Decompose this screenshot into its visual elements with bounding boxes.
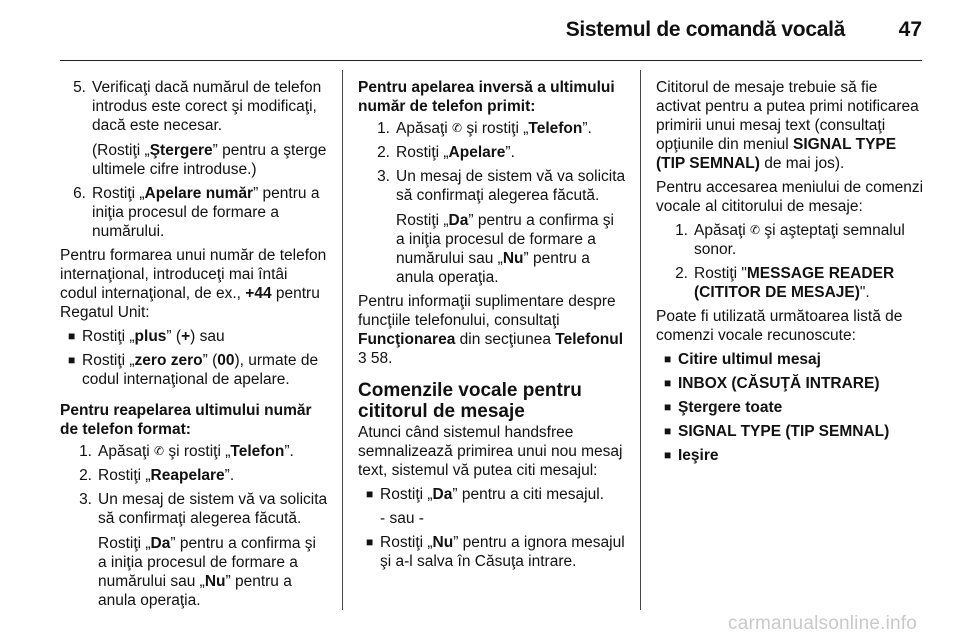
list-item: ■ Rostiţi „Da” pentru a citi mesajul. [358, 485, 626, 504]
callback-heading: Pentru apelarea inversă a ultimului număr de telefon primit: [358, 79, 615, 115]
bullet-icon: ■ [664, 448, 672, 462]
page-number: 47 [898, 18, 922, 41]
page-header [0, 0, 960, 62]
step-number: 5. [73, 79, 86, 96]
redial-step-2: 2. Rostiţi „Reapelare”. [60, 466, 328, 485]
step-number: 1. [377, 120, 390, 137]
page-ref-icon: 3 [358, 350, 367, 367]
column-1 [60, 78, 328, 615]
command-label: Citire ultimul mesaj [678, 351, 821, 368]
callback-step-3: 3. Un mesaj de sistem vă va solicita să confirmaţi alegerea făcută. Rostiţi „Da” pentru a confirma şi a iniţia procesul de formare a numărului sau „Nu” pentru a anula operaţia. [358, 167, 626, 287]
phone-icon: ✆ [154, 444, 165, 458]
list-item: ■ Rostiţi „zero zero” (00), urmate de codul internaţional de apelare. [60, 351, 328, 389]
phone-icon: ✆ [452, 121, 463, 135]
bullet-icon: ■ [366, 535, 374, 549]
step-6 [60, 184, 328, 241]
command-label: Ştergere toate [678, 399, 783, 416]
column-2 [358, 78, 626, 576]
watermark-text: carmanualsonline.info [728, 613, 918, 634]
step-number: 1. [79, 443, 92, 460]
bullet-icon: ■ [664, 424, 672, 438]
step-number: 2. [79, 467, 92, 484]
callback-step-1: 1. Apăsaţi ✆ şi rostiţi „Telefon”. [358, 119, 626, 138]
list-item [656, 398, 926, 417]
message-reader-heading: Comenzile vocale pentru cititorul de mesaje [358, 380, 582, 422]
access-paragraph: Pentru accesarea meniului de comenzi vocale al cititorului de mesaje: [656, 179, 924, 215]
access-step-1: 1. Apăsaţi ✆ şi aşteptaţi semnalul sonor. [656, 221, 926, 259]
bullet-icon: ■ [664, 400, 672, 414]
step-subtext: (Rostiţi „Ştergere” pentru a şterge ultimele cifre introduse.) [92, 142, 327, 178]
list-item: ■ Rostiţi „plus” (+) sau [60, 327, 328, 346]
bullet-icon: ■ [664, 352, 672, 366]
list-item [656, 422, 926, 441]
list-item [656, 350, 926, 369]
step-number: 3. [377, 168, 390, 185]
phone-icon: ✆ [750, 223, 761, 237]
page-ref: 58. [366, 350, 393, 367]
command-label: SIGNAL TYPE (TIP SEMNAL) [678, 423, 890, 440]
bullet-icon: ■ [366, 487, 374, 501]
step-5 [60, 78, 328, 179]
bullet-icon: ■ [68, 353, 76, 367]
more-info-paragraph: Pentru informaţii suplimentare despre funcţiile telefonului, consultaţi Funcţionarea din secţiunea Telefonul 3 58. [358, 293, 624, 367]
redial-heading: Pentru reapelarea ultimului număr de telefon format: [60, 402, 312, 438]
header-divider [60, 60, 922, 61]
activation-paragraph: Cititorul de mesaje trebuie să fie activat pentru a putea primi notificarea primirii unui mesaj text (consultaţi opţiunile din meniul SIGNAL TYPE (TIP SEMNAL) de mai jos). [656, 79, 919, 172]
list-item [656, 446, 926, 465]
access-step-2: 2. Rostiţi "MESSAGE READER (CITITOR DE MESAJE)". [656, 264, 926, 302]
step-number: 2. [377, 144, 390, 161]
commands-intro: Poate fi utilizată următoarea listă de comenzi vocale recunoscute: [656, 308, 903, 344]
step-number: 6. [73, 185, 86, 202]
step-text: Verificaţi dacă numărul de telefon introdus este corect şi modificaţi, dacă este necesar. [92, 79, 322, 134]
list-item [656, 374, 926, 393]
step-number: 2. [675, 265, 688, 282]
or-separator: - sau - [380, 510, 424, 527]
step-number: 3. [79, 491, 92, 508]
intl-paragraph: Pentru formarea unui număr de telefon internaţional, introduceţi mai întâi codul internaţional, de ex., +44 pentru Regatul Unit: [60, 247, 327, 321]
callback-step-2: 2. Rostiţi „Apelare”. [358, 143, 626, 162]
command-label: Ieşire [678, 447, 719, 464]
bullet-icon: ■ [664, 376, 672, 390]
redial-step-1: 1. Apăsaţi ✆ şi rostiţi „Telefon”. [60, 442, 328, 461]
redial-step-3: 3. Un mesaj de sistem vă va solicita să confirmaţi alegerea făcută. Rostiţi „Da” pentru a confirma şi a iniţia procesul de formare a numărului sau „Nu” pentru a anula operaţia. [60, 490, 328, 610]
column-divider-2 [640, 70, 641, 610]
step-number: 1. [675, 222, 688, 239]
message-reader-intro: Atunci când sistemul handsfree semnalizează primirea unui nou mesaj text, sistemul vă putea citi mesajul: [358, 424, 623, 479]
command-label: INBOX (CĂSUŢĂ INTRARE) [678, 375, 880, 392]
page-title: Sistemul de comandă vocală [565, 18, 845, 41]
column-divider-1 [342, 70, 343, 610]
column-3 [656, 78, 926, 470]
bullet-icon: ■ [68, 329, 76, 343]
step-text: Rostiţi „Apelare număr” pentru a iniţia procesul de formare a numărului. [92, 185, 320, 240]
list-item: ■ Rostiţi „Nu” pentru a ignora mesajul şi a-l salva în Căsuţa intrare. [358, 533, 626, 571]
